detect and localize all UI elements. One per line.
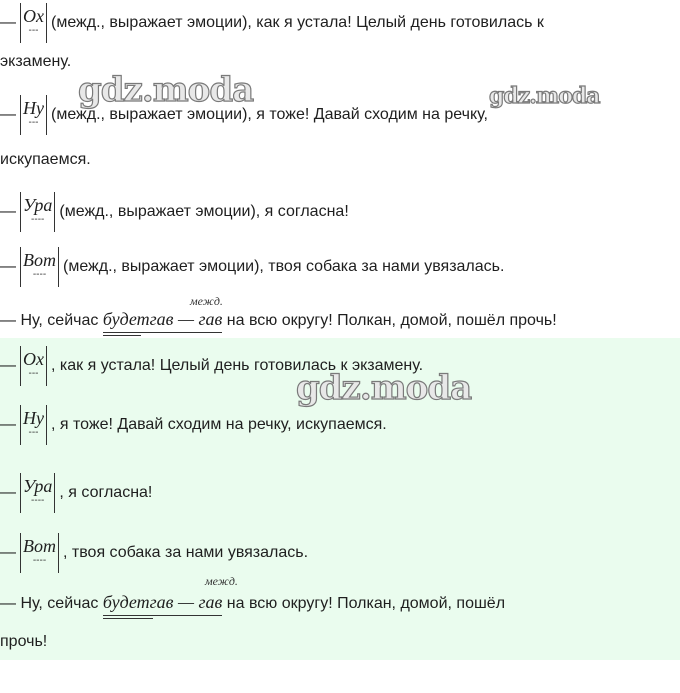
watermark-logo: gdz.moda (78, 70, 254, 110)
interjection-box-okh: Ох --- (20, 3, 47, 43)
line-text: искупаемся. (0, 151, 91, 168)
interjection-box-okh: Ох --- (20, 346, 47, 386)
interjection-label: межд. (205, 574, 238, 588)
line-text: (межд., выражает эмоции), как я устала! Целый день готовилась к (51, 14, 544, 32)
underline (103, 332, 223, 333)
dialogue-dash: — (0, 14, 16, 32)
onomatopoeia-underlined: будетгав — гав (103, 592, 223, 612)
underline (103, 615, 223, 616)
answer-block-highlighted (0, 338, 680, 660)
line-text-after: на всю округу! Полкан, домой, пошёл (226, 595, 506, 612)
line-text: прочь! (0, 633, 48, 650)
dialogue-dash: — (0, 357, 16, 375)
dash-marks: --- (28, 368, 39, 379)
dash-marks: ---- (31, 214, 45, 225)
line-text: (межд., выражает эмоции), я тоже! Давай сходим на речку, (51, 106, 488, 124)
line-vot (0, 247, 504, 287)
line-text-after: на всю округу! Полкан, домой, пошёл прочь! (226, 312, 557, 329)
dialogue-dash: — (0, 106, 16, 124)
answer-block-original (0, 0, 680, 338)
line-text: экзамену. (0, 53, 72, 70)
interjection-box-ura: Ура ---- (20, 473, 55, 513)
dialogue-dash: — (0, 312, 16, 329)
interjection-box-nu: Ну --- (20, 95, 47, 135)
dash-marks: ---- (32, 555, 47, 566)
line-gav (0, 309, 557, 331)
dialogue-dash: — (0, 544, 16, 562)
line-text: , я согласна! (59, 484, 153, 502)
line-text: (межд., выражает эмоции), я согласна! (59, 203, 349, 221)
dialogue-dash: — (0, 595, 16, 612)
line-gav (0, 592, 505, 614)
line-text: , твоя собака за нами увязалась. (63, 544, 309, 562)
interjection-box-ura: Ура ---- (20, 192, 55, 232)
onomatopoeia-underlined: будетгав — гав (103, 309, 223, 329)
line-text: (межд., выражает эмоции), твоя собака за нами увязалась. (63, 258, 505, 276)
dash-marks: ---- (31, 495, 45, 506)
line-nu (0, 405, 387, 445)
interjection-box-vot: Вот ---- (20, 247, 59, 287)
dash-marks: --- (28, 25, 39, 36)
watermark-logo: gdz.moda (489, 83, 600, 109)
interjection-box-vot: Вот ---- (20, 533, 59, 573)
dialogue-dash: — (0, 258, 16, 276)
line-text-before: Ну, сейчас (20, 595, 99, 612)
underline (103, 335, 141, 336)
dash-marks: --- (28, 427, 39, 438)
underline (103, 618, 153, 619)
interjection-label: межд. (190, 294, 223, 308)
dialogue-dash: — (0, 416, 16, 434)
dash-marks: ---- (32, 269, 47, 280)
watermark-logo: gdz.moda (296, 368, 472, 408)
dialogue-dash: — (0, 484, 16, 502)
line-continuation (0, 632, 47, 652)
line-text: , как я устала! Целый день готовилась к экзамену. (51, 357, 424, 375)
line-ura (0, 473, 152, 513)
line-continuation (0, 150, 91, 170)
interjection-box-nu: Ну --- (20, 405, 47, 445)
dialogue-dash: — (0, 203, 16, 221)
line-ura (0, 192, 349, 232)
line-vot (0, 533, 308, 573)
dash-marks: --- (28, 117, 39, 128)
line-text-before: Ну, сейчас (20, 312, 99, 329)
line-continuation (0, 52, 71, 72)
line-text: , я тоже! Давай сходим на речку, искупаемся. (51, 416, 387, 434)
line-okh (0, 3, 544, 43)
